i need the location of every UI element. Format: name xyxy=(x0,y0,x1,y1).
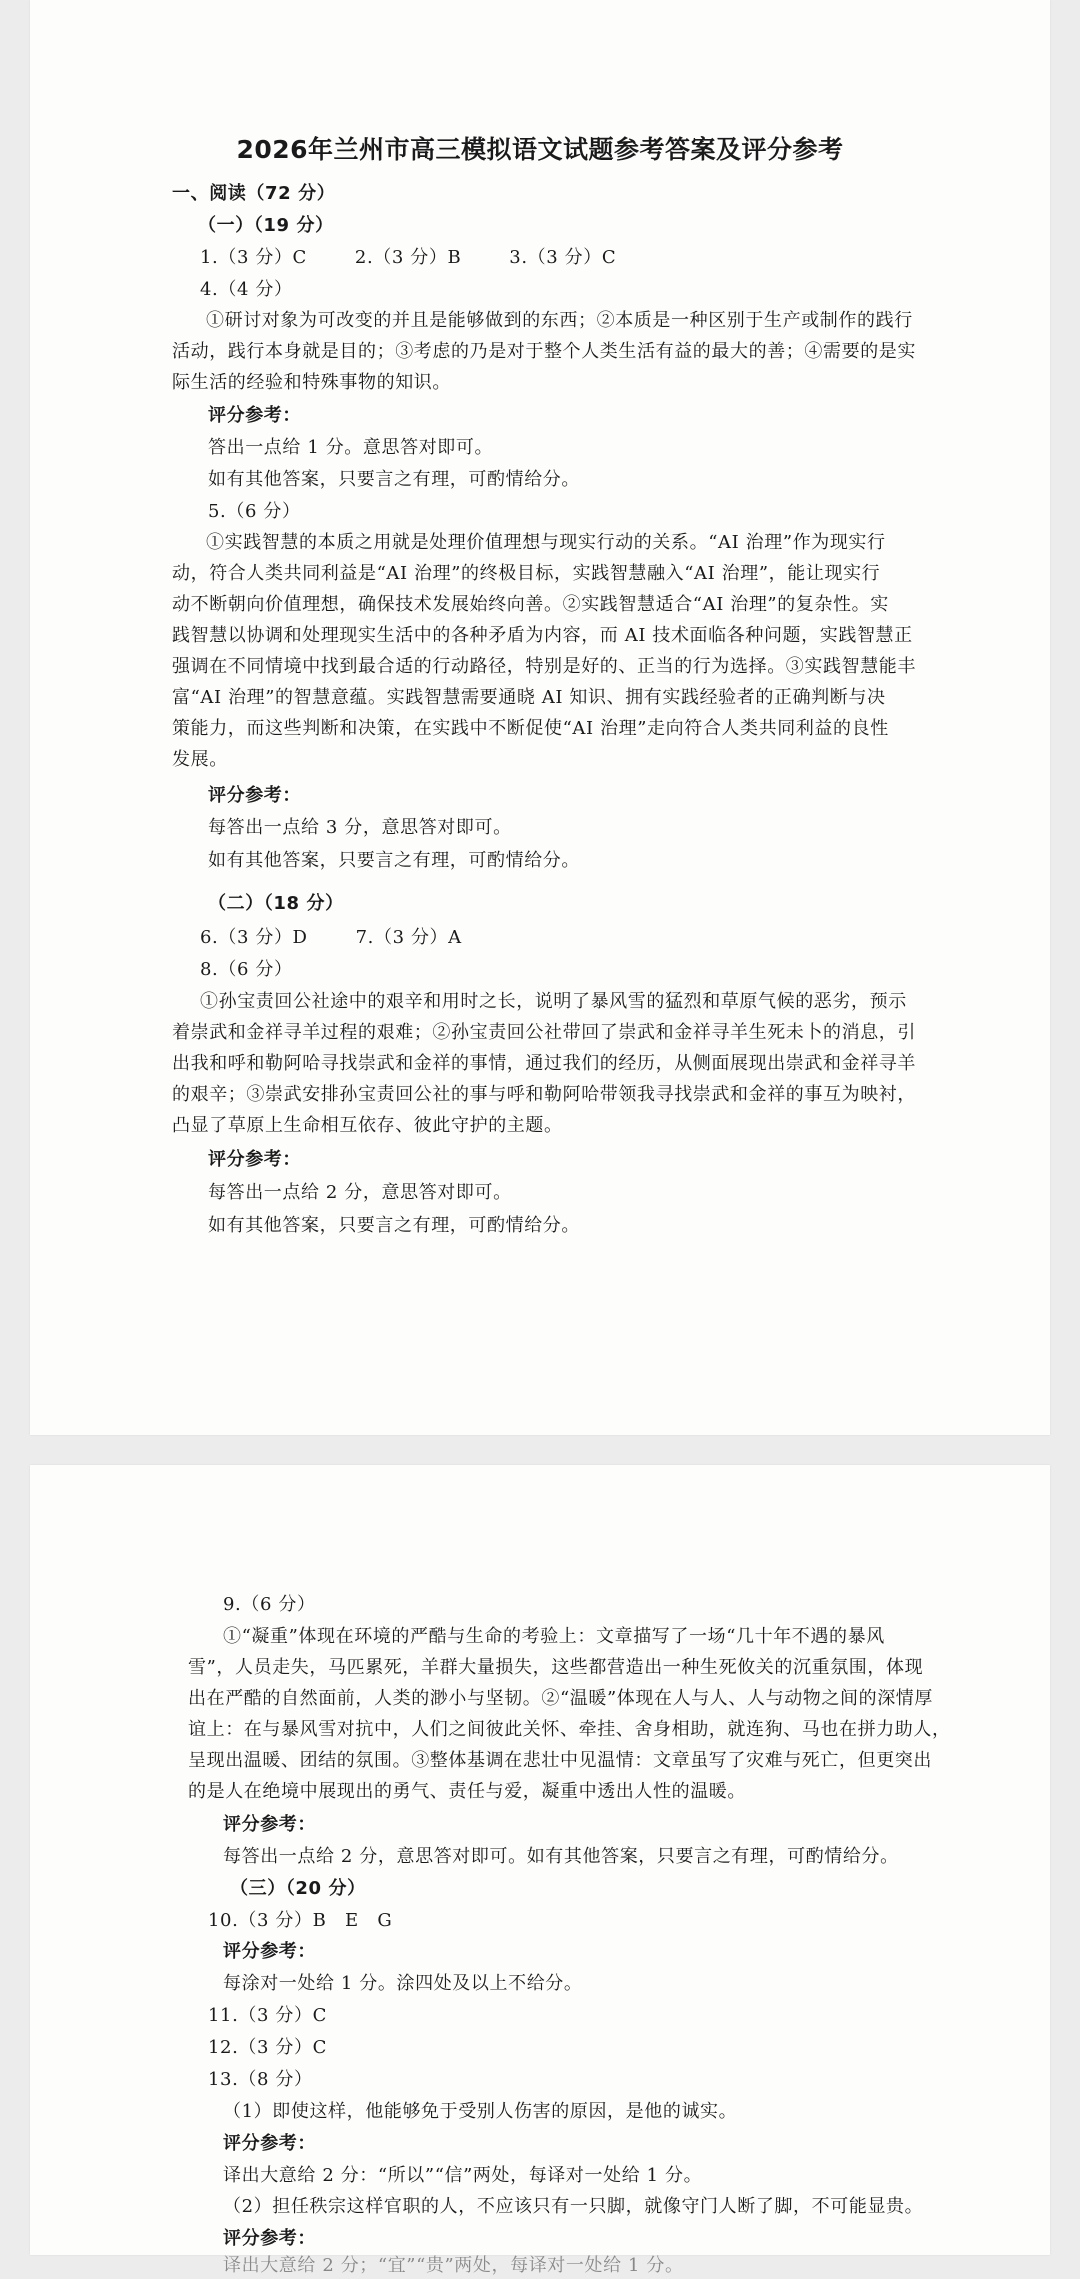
paragraph-line: 活动，践行本身就是目的；③考虑的乃是对于整个人类生活有益的最大的善；④需要的是实 xyxy=(172,341,916,362)
section-reading-heading: 一、阅读（72 分） xyxy=(172,183,336,204)
question-13-label: 13.（8 分） xyxy=(208,2069,313,2090)
answer-row-6-7 xyxy=(200,925,1050,951)
grading-label: 评分参考： xyxy=(223,1814,316,1835)
paragraph-line: ①“凝重”体现在环境的严酷与生命的考验上：文章描写了一场“几十年不遇的暴风 xyxy=(223,1626,885,1647)
grading-label: 评分参考： xyxy=(208,1149,301,1170)
paragraph-line: ①孙宝责回公社途中的艰辛和用时之长，说明了暴风雪的猛烈和草原气候的恶劣，预示 xyxy=(200,991,907,1012)
paragraph-line: ①研讨对象为可改变的并且是能够做到的东西；②本质是一种区别于生产或制作的践行 xyxy=(206,310,913,331)
answer-q2: 2.（3 分）B xyxy=(354,247,462,268)
question-9-label: 9.（6 分） xyxy=(223,1594,316,1615)
grading-label: 评分参考： xyxy=(223,1941,316,1962)
paragraph-line: 发展。 xyxy=(172,749,228,770)
paragraph-line: 雪”，人员走失，马匹累死，羊群大量损失，这些都营造出一种生死攸关的沉重氛围，体现 xyxy=(188,1657,924,1678)
grading-label: 评分参考： xyxy=(208,785,301,806)
paragraph-line: 动，符合人类共同利益是“AI 治理”的终极目标，实践智慧融入“AI 治理”，能让现实行 xyxy=(172,563,881,584)
paragraph-line: 呈现出温暖、团结的氛围。③整体基调在悲壮中见温情：文章虽写了灾难与死亡，但更突出 xyxy=(188,1750,932,1771)
paragraph-line: 动不断朝向价值理想，确保技术发展始终向善。②实践智慧适合“AI 治理”的复杂性。实 xyxy=(172,594,889,615)
answer-q12: 12.（3 分）C xyxy=(208,2037,327,2058)
grading-line: 如有其他答案，只要言之有理，可酌情给分。 xyxy=(208,469,580,490)
paragraph-line: 强调在不同情境中找到最合适的行动路径，特别是好的、正当的行为选择。③实践智慧能丰 xyxy=(172,656,916,677)
paragraph-line: 富“AI 治理”的智慧意蕴。实践智慧需要通晓 AI 知识、拥有实践经验者的正确判断与决 xyxy=(172,687,886,708)
answer-q7: 7.（3 分）A xyxy=(355,927,462,948)
paragraph-line: 凸显了草原上生命相互依存、彼此守护的主题。 xyxy=(172,1115,563,1136)
question-5-label: 5.（6 分） xyxy=(208,501,301,522)
grading-line-partial: 译出大意给 2 分；“宜”“贵”两处，每译对一处给 1 分。 xyxy=(223,2255,684,2276)
grading-label: 评分参考： xyxy=(208,405,301,426)
answer-page-1 xyxy=(30,0,1050,1435)
grading-line: 如有其他答案，只要言之有理，可酌情给分。 xyxy=(208,850,580,871)
answer-q6: 6.（3 分）D xyxy=(200,927,308,948)
paragraph-line: 出在严酷的自然面前，人类的渺小与坚韧。②“温暖”体现在人与人、人与动物之间的深情厚 xyxy=(188,1688,933,1709)
answer-page-2 xyxy=(30,1465,1050,2276)
paragraph-line: （1）即使这样，他能够免于受别人伤害的原因，是他的诚实。 xyxy=(223,2101,738,2122)
paragraph-line: 出我和呼和勒阿哈寻找崇武和金祥的事情，通过我们的经历，从侧面展现出崇武和金祥寻羊 xyxy=(172,1053,916,1074)
grading-line: 如有其他答案，只要言之有理，可酌情给分。 xyxy=(208,1215,580,1236)
answer-q1: 1.（3 分）C xyxy=(200,247,307,268)
grading-line: 每答出一点给 3 分，意思答对即可。 xyxy=(208,817,512,838)
grading-line: 每答出一点给 2 分，意思答对即可。 xyxy=(208,1182,512,1203)
grading-line: 每答出一点给 2 分，意思答对即可。如有其他答案，只要言之有理，可酌情给分。 xyxy=(223,1846,899,1867)
paragraph-line: 的是人在绝境中展现出的勇气、责任与爱，凝重中透出人性的温暖。 xyxy=(188,1781,746,1802)
page-title: 2026年兰州市高三模拟语文试题参考答案及评分参考 xyxy=(236,135,844,164)
grading-label: 评分参考： xyxy=(223,2228,316,2249)
part-one-heading: （一）（19 分） xyxy=(198,215,334,236)
question-8-label: 8.（6 分） xyxy=(200,959,293,980)
grading-line: 答出一点给 1 分。意思答对即可。 xyxy=(208,437,494,458)
answer-q10: 10.（3 分）B E G xyxy=(208,1910,393,1931)
paragraph-line: （2）担任秩宗这样官职的人，不应该只有一只脚，就像守门人断了脚，不可能显贵。 xyxy=(223,2196,924,2217)
paragraph-line: 策能力，而这些判断和决策，在实践中不断促使“AI 治理”走向符合人类共同利益的良性 xyxy=(172,718,889,739)
paragraph-line: 的艰辛；③崇武安排孙宝责回公社的事与呼和勒阿哈带领我寻找崇武和金祥的事互为映衬， xyxy=(172,1084,916,1105)
part-three-heading: （三）（20 分） xyxy=(230,1878,366,1899)
paragraph-line: 践智慧以协调和处理现实生活中的各种矛盾为内容，而 AI 技术面临各种问题，实践智慧正 xyxy=(172,625,913,646)
answer-q3: 3.（3 分）C xyxy=(509,247,617,268)
grading-label: 评分参考： xyxy=(223,2133,316,2154)
part-two-heading: （二）（18 分） xyxy=(208,893,344,914)
answer-row-1-3 xyxy=(200,245,1050,271)
question-4-label: 4.（4 分） xyxy=(200,279,293,300)
answer-q11: 11.（3 分）C xyxy=(208,2005,327,2026)
grading-line: 每涂对一处给 1 分。涂四处及以上不给分。 xyxy=(223,1973,583,1994)
paragraph-line: ①实践智慧的本质之用就是处理价值理想与现实行动的关系。“AI 治理”作为现实行 xyxy=(206,532,886,553)
paragraph-line: 际生活的经验和特殊事物的知识。 xyxy=(172,372,451,393)
grading-line: 译出大意给 2 分：“所以”“信”两处，每译对一处给 1 分。 xyxy=(223,2165,703,2186)
paragraph-line: 着崇武和金祥寻羊过程的艰难；②孙宝责回公社带回了崇武和金祥寻羊生死未卜的消息，引 xyxy=(172,1022,916,1043)
paragraph-line: 谊上：在与暴风雪对抗中，人们之间彼此关怀、牵挂、舍身相助，就连狗、马也在拼力助人， xyxy=(188,1719,951,1740)
